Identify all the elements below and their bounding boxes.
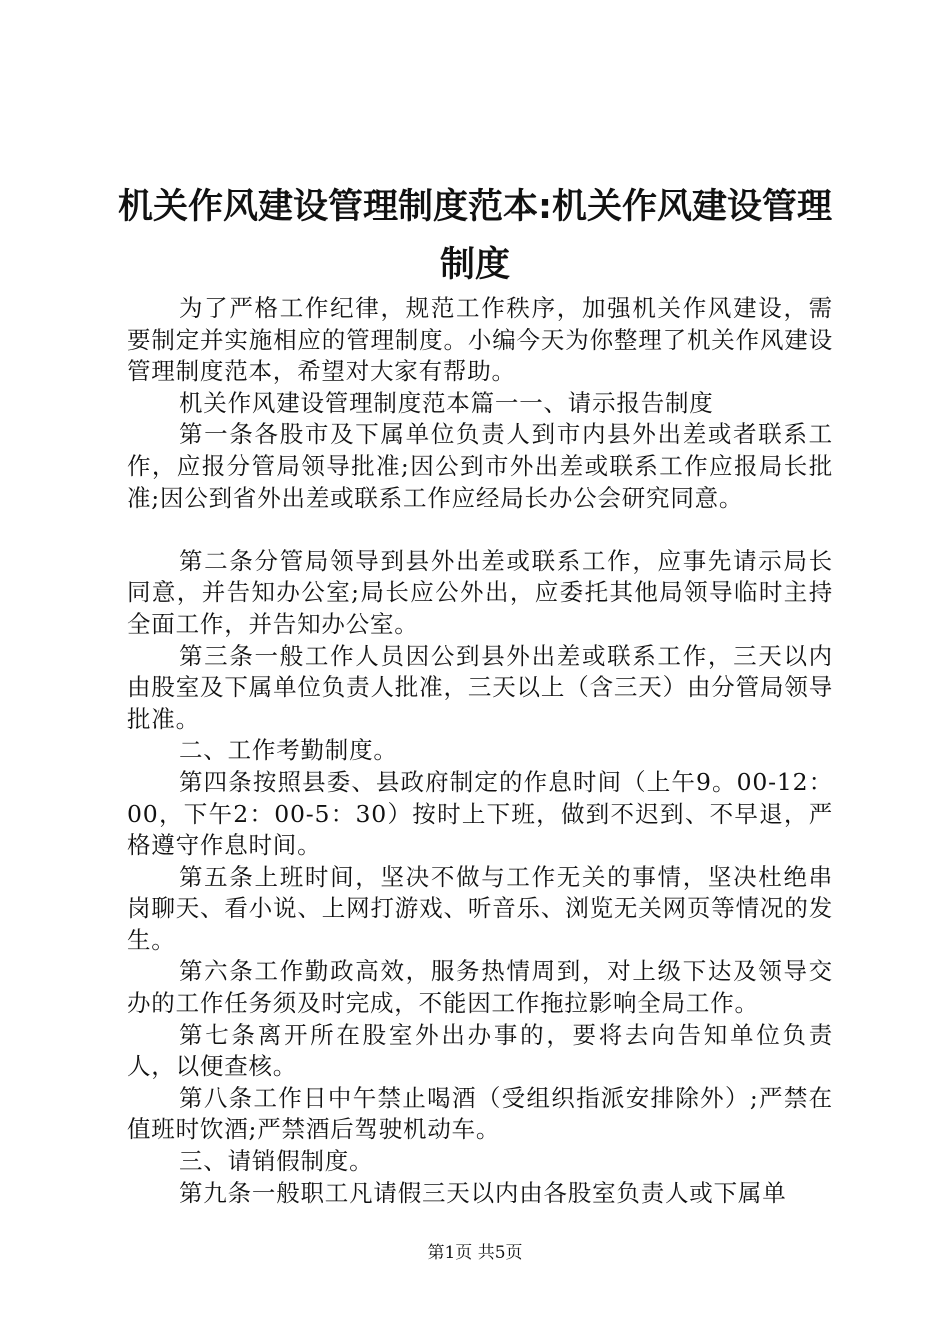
paragraph-article-6: 第六条工作勤政高效，服务热情周到，对上级下达及领导交办的工作任务须及时完成，不能因工作拖拉影响全局工作。 xyxy=(127,957,833,1018)
paragraph-article-9: 第九条一般职工凡请假三天以内由各股室负责人或下属单 xyxy=(179,1178,787,1207)
paragraph-article-4: 第四条按照县委、县政府制定的作息时间（上午9。00-12：00，下午2：00-5：30）按时上下班，做到不迟到、不早退，严格遵守作息时间。 xyxy=(127,767,833,860)
paragraph-article-3: 第三条一般工作人员因公到县外出差或联系工作，三天以内由股室及下属单位负责人批准，三天以上（含三天）由分管局领导批准。 xyxy=(127,641,833,733)
paragraph-section-heading: 机关作风建设管理制度范本篇一一、请示报告制度 xyxy=(179,388,714,417)
paragraph-section-3-heading: 三、请销假制度。 xyxy=(179,1147,374,1176)
document-title: 机关作风建设管理制度范本:机关作风建设管理制度 xyxy=(118,187,832,285)
paragraph-intro: 为了严格工作纪律，规范工作秩序，加强机关作风建设，需要制定并实施相应的管理制度。小编今天为你整理了机关作风建设管理制度范本，希望对大家有帮助。 xyxy=(127,294,833,386)
page-footer: 第1页 共5页 xyxy=(427,1243,523,1263)
paragraph-article-8: 第八条工作日中午禁止喝酒（受组织指派安排除外）;严禁在值班时饮酒;严禁酒后驾驶机动车。 xyxy=(127,1083,833,1144)
paragraph-article-5: 第五条上班时间，坚决不做与工作无关的事情，坚决杜绝串岗聊天、看小说、上网打游戏、听音乐、浏览无关网页等情况的发生。 xyxy=(127,862,833,954)
paragraph-article-7: 第七条离开所在股室外出办事的，要将去向告知单位负责人，以便查核。 xyxy=(127,1020,833,1081)
document-body xyxy=(127,293,833,1209)
paragraph-article-2: 第二条分管局领导到县外出差或联系工作，应事先请示局长同意，并告知办公室;局长应公外出，应委托其他局领导临时主持全面工作，并告知办公室。 xyxy=(127,546,833,638)
paragraph-section-2-heading: 二、工作考勤制度。 xyxy=(179,736,398,765)
paragraph-article-1: 第一条各股市及下属单位负责人到市内县外出差或者联系工作，应报分管局领导批准;因公到市外出差或联系工作应报局长批准;因公到省外出差或联系工作应经局长办公会研究同意。 xyxy=(127,420,833,512)
